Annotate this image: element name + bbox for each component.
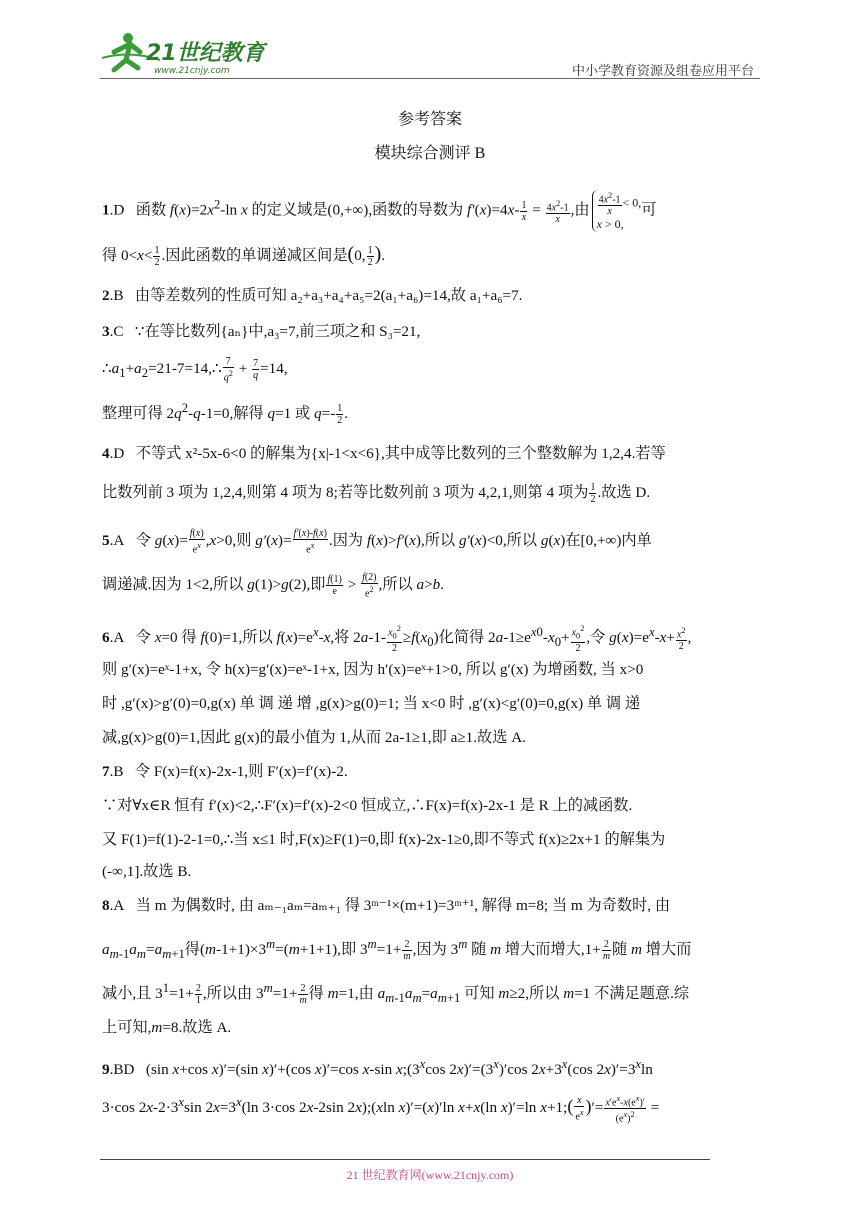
answer-number: 7 (102, 763, 110, 780)
answer-letter: A (113, 532, 125, 550)
answer-text: (-∞,1].故选 B. (102, 863, 192, 880)
answer-7-line4 (102, 862, 764, 882)
answer-text: 又 F(1)=f(1)-2-1=0,∴当 x≤1 时,F(x)≥F(1)=0,即 f(x)-2x-1≥0,即不等式 f(x)≥2x+1 的解集为 (102, 831, 666, 848)
answer-number: 9 (102, 1061, 110, 1079)
answer-text: 不等式 x²-5x-6<0 的解集为{x|-1<x<6},其中成等比数列的三个整数解为 1,2,4.若等 (135, 445, 666, 462)
answer-3: 3.C ∵在等比数列{aₙ}中,a₃=7,前三项之和 S₃=21, (102, 323, 421, 340)
answer-text: 则 g′(x)=eˣ-1+x, 令 h(x)=g′(x)=eˣ-1+x, 因为 h′(x)=eˣ+1>0, 所以 g′(x) 为增函数, 当 x>0 (102, 661, 644, 678)
footer-divider (100, 1159, 710, 1160)
answer-6-line4 (102, 728, 764, 748)
answer-letter: D (113, 445, 125, 462)
answer-8-line4: 上可知,m=8.故选 A. (102, 1019, 232, 1036)
answer-number: 1 (102, 201, 110, 219)
answer-letter: BD (113, 1061, 135, 1079)
answer-6-line2 (102, 660, 764, 680)
answer-3-line2: $\therefore a_1+a_2=21-7=14,\therefore$ $\frac{7}{q^2}$ + $\frac{7}{q}$ =14, (102, 356, 288, 384)
platform-name: 中小学教育资源及组卷应用平台 (571, 63, 754, 78)
answer-number: 6 (102, 629, 110, 647)
answer-text: 令 F(x)=f(x)-2x-1,则 F′(x)=f′(x)-2. (134, 763, 348, 780)
answer-number: 5 (102, 532, 110, 550)
answer-number: 2 (102, 287, 110, 304)
answer-letter: D (113, 201, 125, 219)
answer-1-cont: 得 0<x< $\frac{1}{2}$ .因此函数的单调递减区间是(0, $\frac{1}{2}$ ). (102, 243, 386, 269)
answer-text: 由等差数列的性质可知 a₂+a₃+a₄+a₅=2(a₁+a₆)=14,故 a₁+a₆=7. (134, 287, 523, 304)
answer-8-line3: 减小,且 $3^1=1+$ $\frac{2}{1}$ ,所以由 $3^m=1+$ $\frac{2}{m}$ 得 m=1,由 $a_{m-1}a_m=a_{m+1}$ 可知 m≥2,所以 m=1 不满足题意.综 (102, 981, 690, 1007)
answer-7: 7.B 令 F(x)=f(x)-2x-1,则 F′(x)=f′(x)-2. (102, 763, 348, 780)
answer-number: 8 (102, 897, 110, 914)
svg-text:www.21cnjy.com: www.21cnjy.com (154, 66, 230, 76)
answer-9: 9.BD (sin x+cos x)′=(sin x)′+(cos x)′=cos x-sin x;(3$^x$cos $2x)'=(3^x)'\cos$ $2x+3^x(\cos$ $2x)'=3^x\ln$ (102, 1057, 653, 1079)
svg-text:21世纪教育: 21世纪教育 (146, 41, 265, 66)
answer-2: 2.B 由等差数列的性质可知 a₂+a₃+a₄+a₅=2(a₁+a₆)=14,故 a₁+a₆=7. (102, 287, 523, 304)
page-header (100, 30, 760, 78)
answer-letter: B (113, 763, 124, 780)
answer-number: 4 (102, 445, 110, 462)
answer-text: ∵在等比数列{aₙ}中,a₃=7,前三项之和 S₃=21, (134, 323, 421, 340)
answer-5: 5.A 令 g(x)= $\frac{f(x)}{e^x}$ ,x>0,则 g′(x)= $\frac{f'(x)-f(x)}{e^x}$ .因为 f(x)>f′(x),所以 g′(x)<0,所以 g(x)在[0,+∞)内单 (102, 528, 652, 556)
answer-8: 8.A 当 m 为偶数时, 由 aₘ₋₁aₘ=aₘ₊₁ 得 3ᵐ⁻¹×(m+1)=3ᵐ⁺¹, 解得 m=8; 当 m 为奇数时, 由 (102, 897, 671, 914)
answer-text: 当 m 为偶数时, 由 aₘ₋₁aₘ=aₘ₊₁ 得 3ᵐ⁻¹×(m+1)=3ᵐ⁺¹, 解得 m=8; 当 m 为奇数时, 由 (135, 897, 671, 914)
answer-number: 3 (102, 323, 110, 340)
answer-8-line2: $a_{m-1}a_m=a_{m+1}$得$(m-1+1)\times 3^m=(m+1+1)$,即 $3^m=1+$ $\frac{2}{m}$ ,因为 3$^m$ 随 m 增大而增大,1+ $\frac{2}{m}$ 随 m 增大而 (102, 937, 692, 963)
answer-letter: A (113, 897, 125, 914)
answer-letter: A (113, 629, 125, 647)
answer-7-line3 (102, 830, 764, 850)
page-subtitle: 模块综合测评 B (374, 145, 486, 162)
answer-4-cont: 比数列前 3 项为 1,2,4,则第 4 项为 8;若等比数列前 3 项为 4,2,1,则第 4 项为 $\frac{1}{2}$ .故选 D. (102, 482, 651, 505)
answer-6: 6.A 令 x=0 得 f(0)=1,所以 $f(x)=e^x-x$,将 2a-1- $\frac{x_0^2}{2}$ $\ge f(x_0)$化简得 $2a-1\ge e^{x0}-x_0+$ $\frac{x_0^2}{2}$ ,令 $g(x)=e^x-x+$ $\frac{x^2}{2}$ , (102, 624, 692, 654)
answer-6-line3 (102, 694, 764, 714)
answer-text: 减,g(x)>g(0)=1,因此 g(x)的最小值为 1,从而 2a-1≥1,即 a≥1.故选 A. (102, 729, 526, 746)
page-title: 参考答案 (397, 111, 462, 128)
answer-text: 时 ,g′(x)>g′(0)=0,g(x) 单 调 递 增 ,g(x)>g(0)=1; 当 x<0 时 ,g′(x)<g′(0)=0,g(x) 单 调 递 (102, 695, 641, 712)
header-divider (100, 78, 760, 79)
answer-text: ∵对∀x∈R 恒有 f′(x)<2,∴F′(x)=f′(x)-2<0 恒成立,∴F(x)=f(x)-2x-1 是 R 上的减函数. (102, 797, 633, 814)
answer-3-line3: 整理可得 $2q^2-q-1=0$,解得 q=1 或 q=- $\frac{1}{2}$ . (102, 401, 349, 427)
answer-letter: B (113, 287, 124, 304)
answer-7-line2 (102, 796, 764, 816)
answer-letter: C (113, 323, 124, 340)
answer-9-line2: 3·cos $2x-2\cdot 3^x\sin$ $2x=3^x(\ln$ 3·cos 2x-2sin 2x);(xln x)′=(x)′ln x+x(ln x)′=ln x+1;( $\frac{x}{e^x}$ )′= $\frac{x'e^x-x(e^x)'}{(e^x)^2}$ = (102, 1093, 660, 1125)
footer-source: 21 世纪教育网(www.21cnjy.com) (346, 1168, 514, 1182)
answer-4: 4.D 不等式 x²-5x-6<0 的解集为{x|-1<x<6},其中成等比数列的三个整数解为 1,2,4.若等 (102, 445, 666, 462)
site-logo (100, 30, 270, 76)
answer-1: 1.D 函数 $f(x)=2x^2-\ln$ x 的定义域是(0,+∞),函数的导数为 f′(x)=4x- $\frac{1}{x}$ = $\frac{4x^2-1}{x}$ ,由 $\frac{4x^2-1}{x}$ < 0, x > 0,可 (102, 191, 657, 232)
answer-5-cont: 调递减.因为 1<2,所以 g(1)>g(2),即 $\frac{f(1)}{e}$ > $\frac{f(2)}{e^2}$ ,所以 a>b. (102, 572, 445, 600)
